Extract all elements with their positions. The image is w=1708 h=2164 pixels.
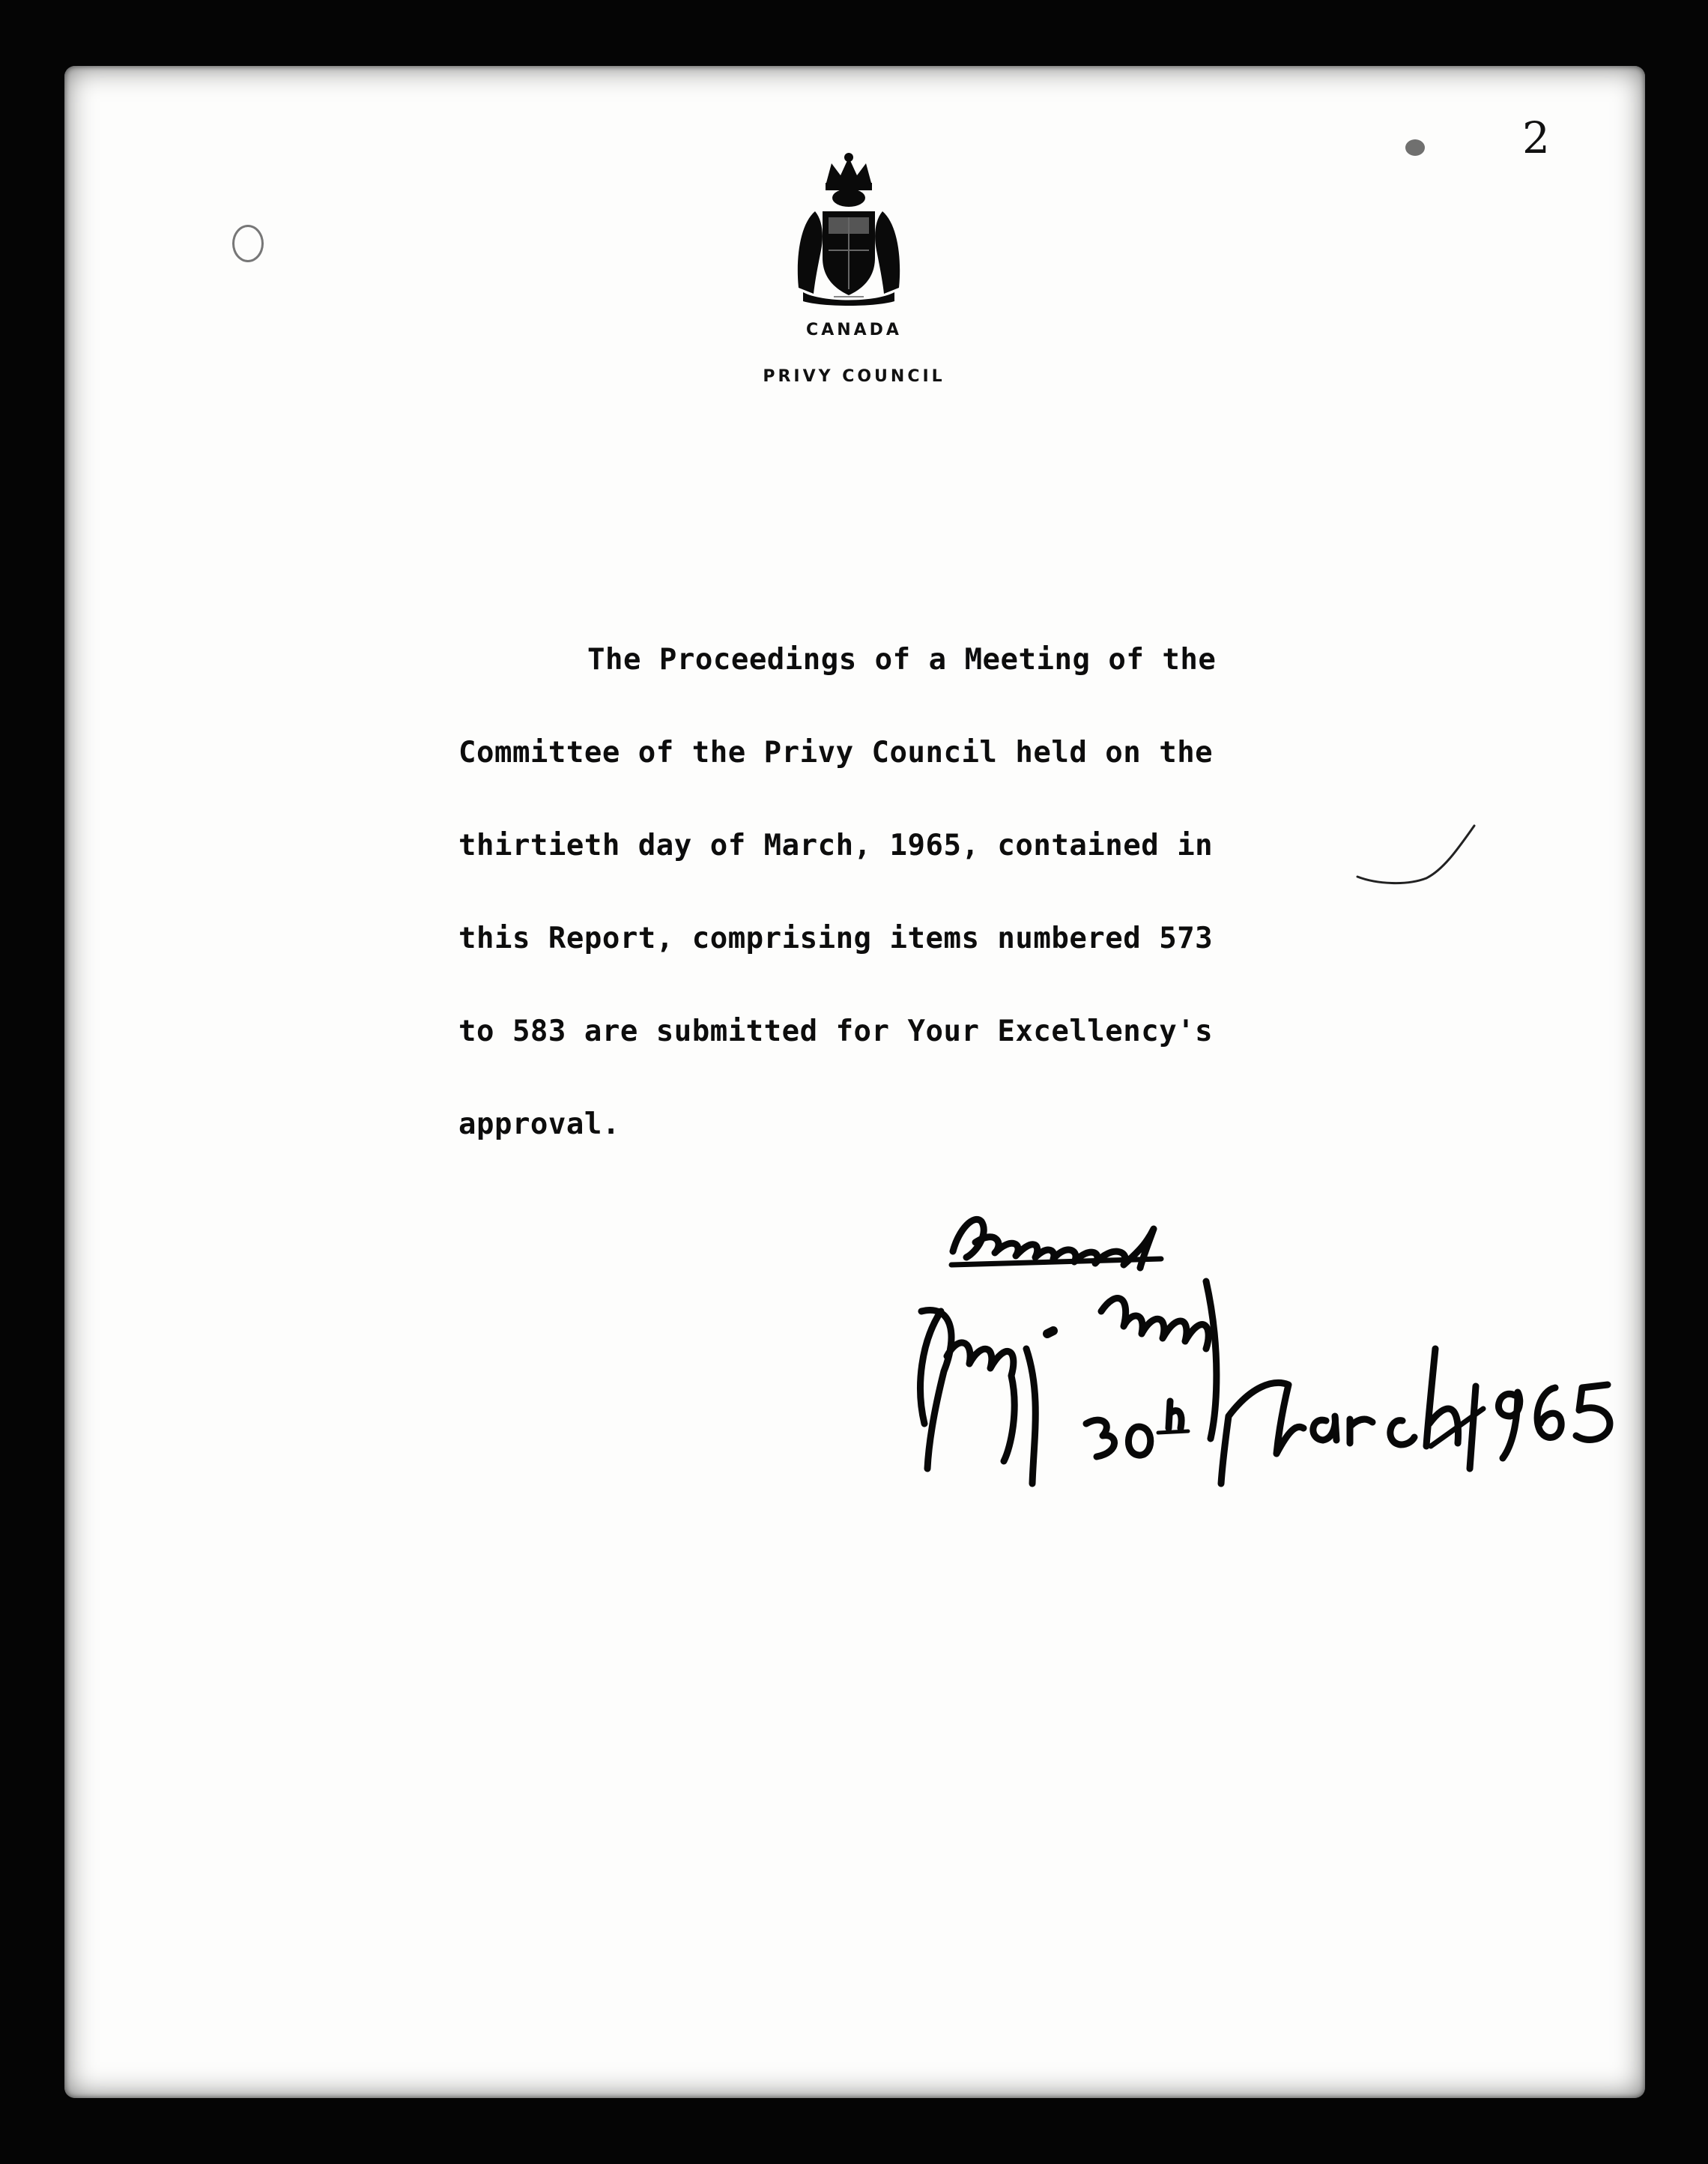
ink-speck (1405, 139, 1425, 156)
body-line-5: to 583 are submitted for Your Excellency's (458, 1015, 1214, 1048)
letterhead-office: PRIVY COUNCIL (763, 367, 945, 386)
royal-coat-of-arms-icon (793, 153, 905, 307)
punch-hole-icon (232, 225, 264, 262)
body-line-4: this Report, comprising items numbered 573 (458, 922, 1214, 955)
page-number: 2 (1522, 112, 1550, 163)
body-line-3: thirtieth day of March, 1965, contained in (458, 829, 1214, 862)
body-line-6: approval. (458, 1107, 620, 1141)
body-line-2: Committee of the Privy Council held on the (458, 736, 1214, 770)
body-line-1: The Proceedings of a Meeting of the (587, 643, 1217, 677)
letterhead-country: CANADA (806, 321, 902, 339)
pencil-checkmark-icon (1354, 821, 1482, 889)
handwritten-approval-signature (906, 1199, 1626, 1514)
